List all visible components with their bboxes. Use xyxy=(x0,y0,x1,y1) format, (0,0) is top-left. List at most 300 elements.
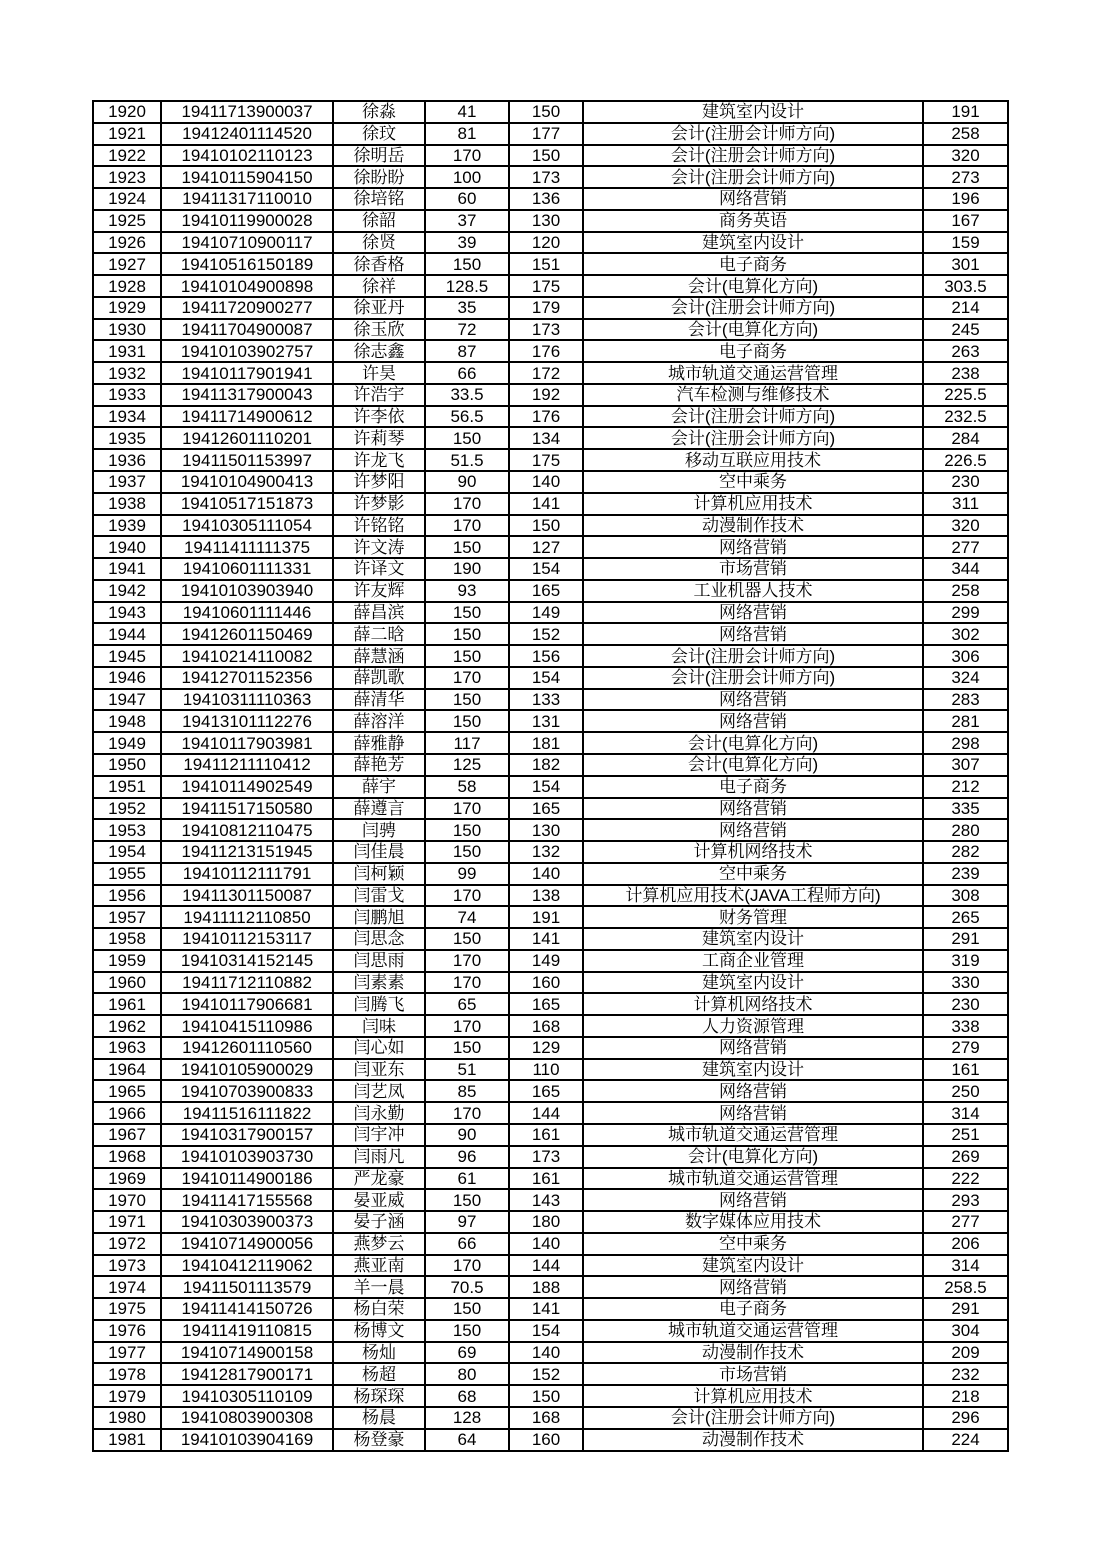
table-row xyxy=(93,340,1008,362)
cell-major: 会计(电算化方向) xyxy=(583,319,923,341)
cell-major: 网络营销 xyxy=(583,819,923,841)
cell-seq: 1959 xyxy=(93,950,161,972)
cell-score1: 150 xyxy=(425,710,509,732)
cell-score1: 33.5 xyxy=(425,384,509,406)
cell-id: 19410415110986 xyxy=(161,1015,333,1037)
table-row xyxy=(93,1407,1008,1429)
table-row xyxy=(93,1102,1008,1124)
table-row xyxy=(93,1385,1008,1407)
cell-major: 财务管理 xyxy=(583,906,923,928)
cell-seq: 1932 xyxy=(93,362,161,384)
table-row xyxy=(93,188,1008,210)
cell-total: 258 xyxy=(923,123,1008,145)
cell-major: 网络营销 xyxy=(583,1037,923,1059)
cell-total: 308 xyxy=(923,885,1008,907)
cell-id: 19410112153117 xyxy=(161,928,333,950)
cell-score1: 150 xyxy=(425,623,509,645)
cell-score1: 87 xyxy=(425,340,509,362)
cell-seq: 1968 xyxy=(93,1146,161,1168)
cell-name: 杨白荣 xyxy=(333,1298,425,1320)
cell-id: 19410305111054 xyxy=(161,515,333,537)
cell-score2: 131 xyxy=(509,710,583,732)
cell-seq: 1947 xyxy=(93,689,161,711)
cell-score2: 168 xyxy=(509,1015,583,1037)
table-row xyxy=(93,602,1008,624)
cell-major: 空中乘务 xyxy=(583,471,923,493)
cell-name: 许李依 xyxy=(333,406,425,428)
cell-id: 19410117906681 xyxy=(161,993,333,1015)
cell-seq: 1965 xyxy=(93,1080,161,1102)
cell-seq: 1944 xyxy=(93,623,161,645)
cell-score1: 128 xyxy=(425,1407,509,1429)
cell-score2: 154 xyxy=(509,1320,583,1342)
cell-score2: 173 xyxy=(509,166,583,188)
cell-score1: 96 xyxy=(425,1146,509,1168)
cell-score2: 165 xyxy=(509,580,583,602)
cell-id: 19410119900028 xyxy=(161,210,333,232)
cell-total: 239 xyxy=(923,863,1008,885)
cell-major: 建筑室内设计 xyxy=(583,1255,923,1277)
cell-score2: 141 xyxy=(509,493,583,515)
cell-name: 闫腾飞 xyxy=(333,993,425,1015)
cell-score1: 170 xyxy=(425,1102,509,1124)
cell-name: 许铭铭 xyxy=(333,515,425,537)
cell-name: 薛清华 xyxy=(333,689,425,711)
cell-name: 薛二晗 xyxy=(333,623,425,645)
cell-seq: 1978 xyxy=(93,1363,161,1385)
cell-name: 薛昌滨 xyxy=(333,602,425,624)
cell-score1: 100 xyxy=(425,166,509,188)
cell-major: 会计(注册会计师方向) xyxy=(583,645,923,667)
cell-score1: 117 xyxy=(425,732,509,754)
cell-name: 燕梦云 xyxy=(333,1233,425,1255)
table-row xyxy=(93,645,1008,667)
table-row xyxy=(93,427,1008,449)
cell-id: 19410714900056 xyxy=(161,1233,333,1255)
cell-score1: 90 xyxy=(425,471,509,493)
cell-major: 计算机应用技术(JAVA工程师方向) xyxy=(583,885,923,907)
cell-name: 徐亚丹 xyxy=(333,297,425,319)
cell-total: 191 xyxy=(923,101,1008,123)
cell-major: 网络营销 xyxy=(583,1080,923,1102)
cell-total: 269 xyxy=(923,1146,1008,1168)
cell-total: 250 xyxy=(923,1080,1008,1102)
cell-major: 会计(电算化方向) xyxy=(583,275,923,297)
cell-major: 网络营销 xyxy=(583,623,923,645)
cell-name: 闫亚东 xyxy=(333,1059,425,1081)
cell-score2: 181 xyxy=(509,732,583,754)
cell-major: 数字媒体应用技术 xyxy=(583,1211,923,1233)
cell-total: 344 xyxy=(923,558,1008,580)
cell-total: 335 xyxy=(923,798,1008,820)
cell-id: 19412401114520 xyxy=(161,123,333,145)
cell-seq: 1954 xyxy=(93,841,161,863)
cell-total: 206 xyxy=(923,1233,1008,1255)
cell-score2: 151 xyxy=(509,253,583,275)
cell-id: 19411112110850 xyxy=(161,906,333,928)
cell-name: 闫艺凤 xyxy=(333,1080,425,1102)
cell-name: 徐祥 xyxy=(333,275,425,297)
cell-score1: 51.5 xyxy=(425,449,509,471)
table-row xyxy=(93,232,1008,254)
cell-seq: 1953 xyxy=(93,819,161,841)
cell-id: 19410317900157 xyxy=(161,1124,333,1146)
cell-name: 杨晨 xyxy=(333,1407,425,1429)
cell-id: 19410601111331 xyxy=(161,558,333,580)
cell-major: 建筑室内设计 xyxy=(583,101,923,123)
cell-score2: 130 xyxy=(509,210,583,232)
cell-total: 311 xyxy=(923,493,1008,515)
cell-total: 263 xyxy=(923,340,1008,362)
table-row xyxy=(93,667,1008,689)
cell-name: 徐玟 xyxy=(333,123,425,145)
cell-seq: 1929 xyxy=(93,297,161,319)
cell-major: 建筑室内设计 xyxy=(583,1059,923,1081)
table-row xyxy=(93,863,1008,885)
cell-score2: 130 xyxy=(509,819,583,841)
cell-major: 会计(电算化方向) xyxy=(583,754,923,776)
cell-name: 许友辉 xyxy=(333,580,425,602)
cell-score1: 35 xyxy=(425,297,509,319)
cell-total: 320 xyxy=(923,515,1008,537)
cell-major: 网络营销 xyxy=(583,710,923,732)
cell-id: 19411712110882 xyxy=(161,972,333,994)
cell-score2: 144 xyxy=(509,1102,583,1124)
cell-score1: 56.5 xyxy=(425,406,509,428)
cell-id: 19411517150580 xyxy=(161,798,333,820)
cell-seq: 1969 xyxy=(93,1168,161,1190)
cell-major: 会计(电算化方向) xyxy=(583,1146,923,1168)
cell-major: 动漫制作技术 xyxy=(583,515,923,537)
cell-major: 工商企业管理 xyxy=(583,950,923,972)
cell-id: 19411501153997 xyxy=(161,449,333,471)
cell-score2: 152 xyxy=(509,1363,583,1385)
cell-total: 222 xyxy=(923,1168,1008,1190)
cell-score2: 177 xyxy=(509,123,583,145)
cell-total: 161 xyxy=(923,1059,1008,1081)
cell-score1: 70.5 xyxy=(425,1276,509,1298)
cell-seq: 1961 xyxy=(93,993,161,1015)
cell-total: 330 xyxy=(923,972,1008,994)
cell-score2: 132 xyxy=(509,841,583,863)
table-row xyxy=(93,384,1008,406)
cell-total: 306 xyxy=(923,645,1008,667)
cell-seq: 1931 xyxy=(93,340,161,362)
cell-name: 晏子涵 xyxy=(333,1211,425,1233)
cell-seq: 1979 xyxy=(93,1385,161,1407)
table-row xyxy=(93,928,1008,950)
cell-major: 计算机应用技术 xyxy=(583,493,923,515)
cell-major: 网络营销 xyxy=(583,1276,923,1298)
cell-name: 徐淼 xyxy=(333,101,425,123)
table-row xyxy=(93,275,1008,297)
cell-score2: 150 xyxy=(509,101,583,123)
cell-total: 277 xyxy=(923,536,1008,558)
cell-id: 19410117903981 xyxy=(161,732,333,754)
table-row xyxy=(93,950,1008,972)
cell-score1: 150 xyxy=(425,1189,509,1211)
cell-seq: 1977 xyxy=(93,1342,161,1364)
cell-seq: 1938 xyxy=(93,493,161,515)
cell-major: 电子商务 xyxy=(583,776,923,798)
cell-seq: 1972 xyxy=(93,1233,161,1255)
table-row xyxy=(93,1298,1008,1320)
cell-score2: 175 xyxy=(509,275,583,297)
cell-major: 市场营销 xyxy=(583,1363,923,1385)
cell-major: 动漫制作技术 xyxy=(583,1342,923,1364)
cell-score1: 150 xyxy=(425,536,509,558)
table-row xyxy=(93,819,1008,841)
cell-total: 283 xyxy=(923,689,1008,711)
cell-id: 19410114900186 xyxy=(161,1168,333,1190)
cell-score2: 141 xyxy=(509,928,583,950)
cell-name: 薛遵言 xyxy=(333,798,425,820)
cell-seq: 1928 xyxy=(93,275,161,297)
table-row xyxy=(93,580,1008,602)
cell-id: 19411419110815 xyxy=(161,1320,333,1342)
cell-score2: 129 xyxy=(509,1037,583,1059)
table-row xyxy=(93,993,1008,1015)
cell-total: 296 xyxy=(923,1407,1008,1429)
cell-score2: 140 xyxy=(509,863,583,885)
cell-score2: 140 xyxy=(509,471,583,493)
cell-id: 19410303900373 xyxy=(161,1211,333,1233)
cell-total: 251 xyxy=(923,1124,1008,1146)
cell-total: 212 xyxy=(923,776,1008,798)
cell-seq: 1974 xyxy=(93,1276,161,1298)
cell-total: 277 xyxy=(923,1211,1008,1233)
cell-id: 19410305110109 xyxy=(161,1385,333,1407)
cell-score1: 64 xyxy=(425,1429,509,1451)
cell-name: 闫永勤 xyxy=(333,1102,425,1124)
cell-score1: 51 xyxy=(425,1059,509,1081)
cell-seq: 1945 xyxy=(93,645,161,667)
cell-name: 闫柯颖 xyxy=(333,863,425,885)
score-table-body xyxy=(93,101,1008,1451)
table-row xyxy=(93,536,1008,558)
table-row xyxy=(93,841,1008,863)
table-row xyxy=(93,253,1008,275)
cell-score1: 150 xyxy=(425,928,509,950)
cell-total: 232.5 xyxy=(923,406,1008,428)
cell-score2: 149 xyxy=(509,602,583,624)
cell-seq: 1962 xyxy=(93,1015,161,1037)
cell-total: 314 xyxy=(923,1255,1008,1277)
cell-name: 徐贤 xyxy=(333,232,425,254)
cell-id: 19410104900898 xyxy=(161,275,333,297)
cell-major: 汽车检测与维修技术 xyxy=(583,384,923,406)
cell-score1: 170 xyxy=(425,950,509,972)
cell-name: 徐志鑫 xyxy=(333,340,425,362)
cell-score1: 74 xyxy=(425,906,509,928)
cell-score1: 66 xyxy=(425,1233,509,1255)
table-row xyxy=(93,972,1008,994)
cell-score1: 150 xyxy=(425,427,509,449)
cell-score1: 170 xyxy=(425,972,509,994)
cell-score2: 143 xyxy=(509,1189,583,1211)
cell-id: 19412701152356 xyxy=(161,667,333,689)
cell-score1: 99 xyxy=(425,863,509,885)
cell-id: 19410103902757 xyxy=(161,340,333,362)
cell-score2: 136 xyxy=(509,188,583,210)
cell-score2: 179 xyxy=(509,297,583,319)
cell-score2: 182 xyxy=(509,754,583,776)
cell-id: 19410105900029 xyxy=(161,1059,333,1081)
cell-score1: 37 xyxy=(425,210,509,232)
cell-id: 19411714900612 xyxy=(161,406,333,428)
cell-score1: 150 xyxy=(425,819,509,841)
table-row xyxy=(93,1276,1008,1298)
cell-name: 许昊 xyxy=(333,362,425,384)
cell-major: 网络营销 xyxy=(583,1102,923,1124)
cell-total: 293 xyxy=(923,1189,1008,1211)
cell-score1: 150 xyxy=(425,689,509,711)
cell-seq: 1940 xyxy=(93,536,161,558)
cell-name: 薛凯歌 xyxy=(333,667,425,689)
table-row xyxy=(93,1124,1008,1146)
cell-seq: 1975 xyxy=(93,1298,161,1320)
cell-score1: 170 xyxy=(425,1255,509,1277)
cell-seq: 1971 xyxy=(93,1211,161,1233)
cell-seq: 1963 xyxy=(93,1037,161,1059)
cell-seq: 1952 xyxy=(93,798,161,820)
cell-major: 人力资源管理 xyxy=(583,1015,923,1037)
cell-score1: 170 xyxy=(425,798,509,820)
cell-major: 建筑室内设计 xyxy=(583,972,923,994)
cell-score2: 144 xyxy=(509,1255,583,1277)
cell-name: 许莉琴 xyxy=(333,427,425,449)
cell-name: 闫素素 xyxy=(333,972,425,994)
cell-score1: 150 xyxy=(425,645,509,667)
cell-name: 许梦影 xyxy=(333,493,425,515)
cell-score2: 175 xyxy=(509,449,583,471)
table-row xyxy=(93,1429,1008,1451)
cell-score2: 191 xyxy=(509,906,583,928)
cell-seq: 1949 xyxy=(93,732,161,754)
cell-id: 19410103904169 xyxy=(161,1429,333,1451)
cell-id: 19410314152145 xyxy=(161,950,333,972)
table-row xyxy=(93,754,1008,776)
cell-id: 19410311110363 xyxy=(161,689,333,711)
cell-score2: 133 xyxy=(509,689,583,711)
cell-major: 电子商务 xyxy=(583,340,923,362)
table-row xyxy=(93,732,1008,754)
cell-seq: 1948 xyxy=(93,710,161,732)
cell-total: 291 xyxy=(923,1298,1008,1320)
cell-seq: 1937 xyxy=(93,471,161,493)
table-row xyxy=(93,166,1008,188)
table-row xyxy=(93,210,1008,232)
cell-score1: 93 xyxy=(425,580,509,602)
cell-major: 计算机网络技术 xyxy=(583,841,923,863)
cell-score2: 110 xyxy=(509,1059,583,1081)
table-row xyxy=(93,885,1008,907)
cell-score2: 173 xyxy=(509,319,583,341)
cell-total: 338 xyxy=(923,1015,1008,1037)
cell-seq: 1981 xyxy=(93,1429,161,1451)
cell-total: 258 xyxy=(923,580,1008,602)
cell-seq: 1970 xyxy=(93,1189,161,1211)
cell-id: 19410112111791 xyxy=(161,863,333,885)
cell-name: 薛艳芳 xyxy=(333,754,425,776)
table-row xyxy=(93,123,1008,145)
cell-total: 284 xyxy=(923,427,1008,449)
table-row xyxy=(93,362,1008,384)
cell-seq: 1934 xyxy=(93,406,161,428)
table-row xyxy=(93,1233,1008,1255)
cell-seq: 1966 xyxy=(93,1102,161,1124)
cell-major: 会计(注册会计师方向) xyxy=(583,123,923,145)
cell-name: 闫雷戈 xyxy=(333,885,425,907)
cell-name: 许龙飞 xyxy=(333,449,425,471)
cell-id: 19410710900117 xyxy=(161,232,333,254)
cell-score2: 172 xyxy=(509,362,583,384)
table-row xyxy=(93,319,1008,341)
cell-score1: 58 xyxy=(425,776,509,798)
cell-score1: 81 xyxy=(425,123,509,145)
cell-total: 302 xyxy=(923,623,1008,645)
cell-total: 218 xyxy=(923,1385,1008,1407)
table-row xyxy=(93,906,1008,928)
cell-seq: 1939 xyxy=(93,515,161,537)
cell-score1: 170 xyxy=(425,515,509,537)
cell-id: 19413101112276 xyxy=(161,710,333,732)
cell-score1: 90 xyxy=(425,1124,509,1146)
cell-name: 许文涛 xyxy=(333,536,425,558)
table-row xyxy=(93,1320,1008,1342)
cell-total: 209 xyxy=(923,1342,1008,1364)
cell-score2: 173 xyxy=(509,1146,583,1168)
cell-score1: 150 xyxy=(425,1320,509,1342)
cell-seq: 1946 xyxy=(93,667,161,689)
cell-major: 网络营销 xyxy=(583,602,923,624)
cell-seq: 1980 xyxy=(93,1407,161,1429)
table-row xyxy=(93,1255,1008,1277)
cell-score1: 97 xyxy=(425,1211,509,1233)
cell-seq: 1926 xyxy=(93,232,161,254)
cell-score1: 65 xyxy=(425,993,509,1015)
cell-major: 移动互联应用技术 xyxy=(583,449,923,471)
cell-total: 245 xyxy=(923,319,1008,341)
table-row xyxy=(93,1168,1008,1190)
cell-score2: 127 xyxy=(509,536,583,558)
table-row xyxy=(93,1189,1008,1211)
cell-total: 281 xyxy=(923,710,1008,732)
cell-major: 网络营销 xyxy=(583,689,923,711)
cell-name: 薛慧涵 xyxy=(333,645,425,667)
cell-name: 徐玉欣 xyxy=(333,319,425,341)
cell-score2: 134 xyxy=(509,427,583,449)
cell-total: 196 xyxy=(923,188,1008,210)
cell-id: 19410412119062 xyxy=(161,1255,333,1277)
cell-total: 224 xyxy=(923,1429,1008,1451)
cell-seq: 1925 xyxy=(93,210,161,232)
cell-seq: 1924 xyxy=(93,188,161,210)
cell-score1: 150 xyxy=(425,1037,509,1059)
cell-id: 19410102110123 xyxy=(161,145,333,167)
cell-total: 279 xyxy=(923,1037,1008,1059)
cell-major: 会计(注册会计师方向) xyxy=(583,667,923,689)
table-row xyxy=(93,1146,1008,1168)
cell-id: 19410517151873 xyxy=(161,493,333,515)
cell-id: 19410117901941 xyxy=(161,362,333,384)
cell-name: 许浩宇 xyxy=(333,384,425,406)
cell-score1: 170 xyxy=(425,885,509,907)
table-row xyxy=(93,798,1008,820)
cell-total: 159 xyxy=(923,232,1008,254)
cell-score2: 160 xyxy=(509,1429,583,1451)
table-row xyxy=(93,406,1008,428)
